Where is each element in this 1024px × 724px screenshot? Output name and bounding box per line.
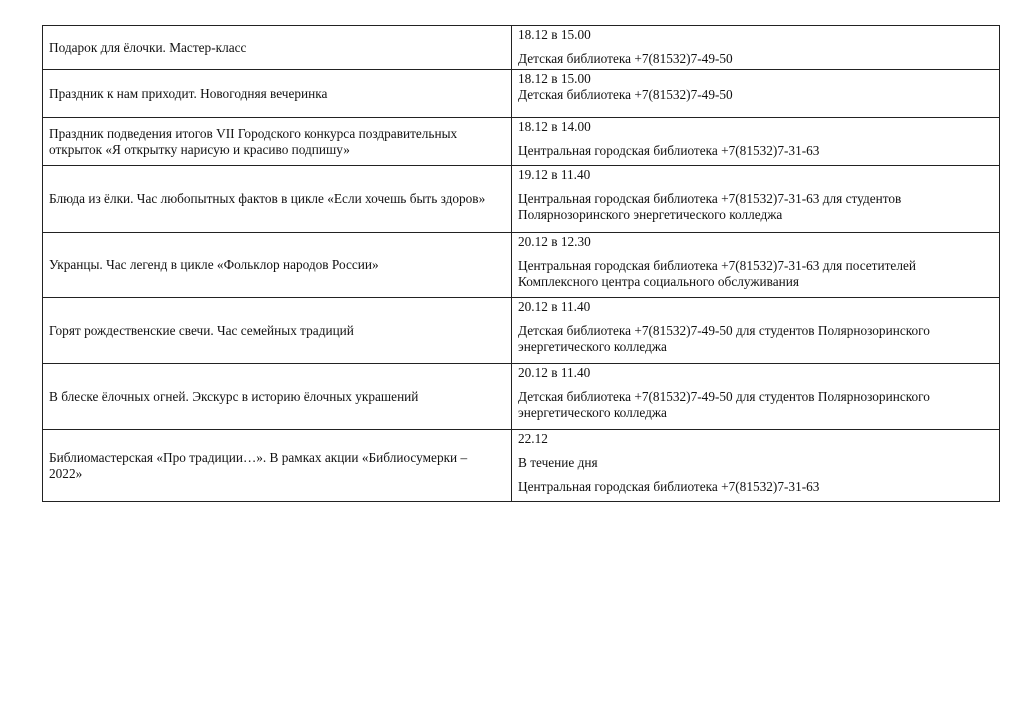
event-date: 20.12 в 11.40: [518, 299, 591, 314]
table-row: [43, 233, 1000, 298]
event-title-cell: [43, 364, 512, 430]
event-title: Библиомастерская «Про традиции…». В рамках акции «Библиосумерки – 2022»: [49, 449, 468, 481]
event-title: В блеске ёлочных огней. Экскурс в историю ёлочных украшений: [49, 388, 419, 404]
event-title: Укранцы. Час легенд в цикле «Фольклор народов России»: [49, 257, 379, 272]
event-date: 18.12 в 14.00: [518, 119, 591, 134]
event-location: Центральная городская библиотека +7(81532)7-31-63 для студентов Полярнозоринского энергетического колледжа: [518, 191, 902, 222]
event-location: Центральная городская библиотека +7(81532)7-31-63: [518, 143, 820, 158]
event-title-cell: [43, 26, 512, 70]
table-row: [43, 364, 1000, 430]
event-title: Подарок для ёлочки. Мастер-класс: [49, 39, 247, 55]
event-date: 18.12 в 15.00: [518, 71, 591, 86]
table-row: [43, 70, 1000, 118]
event-location: Детская библиотека +7(81532)7-49-50 для студентов Полярнозоринского энергетического колледжа: [518, 389, 930, 420]
event-details-cell: [512, 430, 1000, 502]
event-location: Детская библиотека +7(81532)7-49-50: [518, 51, 733, 66]
event-details-cell: [512, 233, 1000, 298]
event-details-cell: [512, 166, 1000, 233]
event-title: Горят рождественские свечи. Час семейных традиций: [49, 322, 354, 338]
event-title: Блюда из ёлки. Час любопытных фактов в цикле «Если хочешь быть здоров»: [49, 191, 486, 206]
event-date: 22.12: [518, 431, 548, 446]
event-location: Детская библиотека +7(81532)7-49-50: [518, 87, 733, 102]
event-title: Праздник к нам приходит. Новогодняя вечеринка: [49, 85, 328, 101]
table-row: [43, 26, 1000, 70]
event-location: Детская библиотека +7(81532)7-49-50 для студентов Полярнозоринского энергетического колледжа: [518, 323, 930, 354]
event-date: 18.12 в 15.00: [518, 27, 591, 42]
event-location: Центральная городская библиотека +7(81532)7-31-63 для посетителей Комплексного центра социального обслуживания: [518, 258, 916, 289]
event-location: Центральная городская библиотека +7(81532)7-31-63: [518, 479, 820, 494]
events-table: [42, 25, 1000, 502]
event-location: В течение дня: [518, 455, 598, 470]
event-title-cell: [43, 166, 512, 233]
table-row: [43, 118, 1000, 166]
event-date: 19.12 в 11.40: [518, 167, 591, 182]
event-title: Праздник подведения итогов VII Городского конкурса поздравительных открыток «Я открытку нарисую и красиво подпишу»: [49, 125, 458, 157]
table-row: [43, 166, 1000, 233]
event-date: 20.12 в 11.40: [518, 365, 591, 380]
event-date: 20.12 в 12.30: [518, 234, 591, 249]
event-title-cell: [43, 430, 512, 502]
event-title-cell: [43, 70, 512, 118]
event-details-cell: [512, 364, 1000, 430]
event-details-cell: [512, 298, 1000, 364]
event-title-cell: [43, 118, 512, 166]
event-details-cell: [512, 26, 1000, 70]
event-details-cell: [512, 118, 1000, 166]
table-row: [43, 430, 1000, 502]
event-title-cell: [43, 298, 512, 364]
event-title-cell: [43, 233, 512, 298]
table-row: [43, 298, 1000, 364]
event-details-cell: [512, 70, 1000, 118]
